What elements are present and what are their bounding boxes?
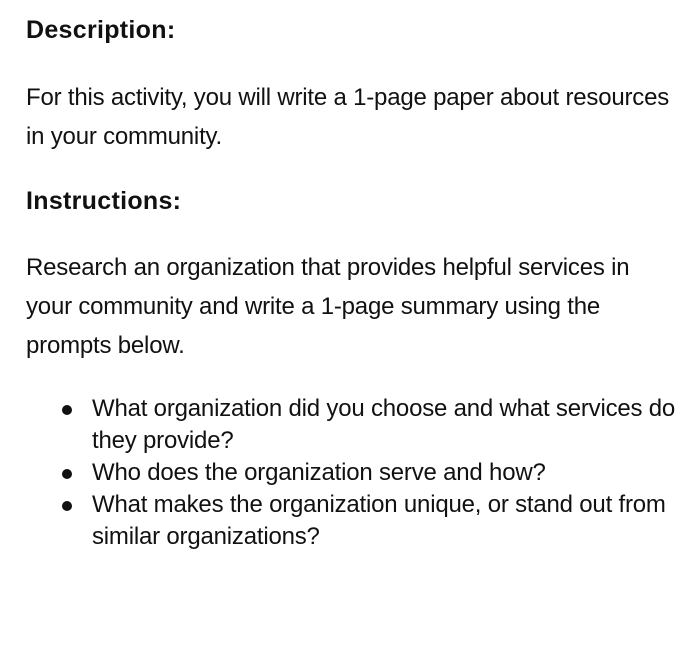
description-text: For this activity, you will write a 1-page paper about resources in your community.	[26, 84, 670, 150]
bullet-icon	[62, 405, 72, 415]
bullet-icon	[62, 469, 72, 479]
list-item	[60, 489, 680, 553]
list-item	[60, 457, 680, 489]
description-heading: Description:	[26, 16, 176, 44]
prompt-text: What makes the organization unique, or stand out from similar organizations?	[92, 491, 666, 550]
bullet-icon	[62, 501, 72, 511]
prompt-text: What organization did you choose and what services do they provide?	[92, 395, 676, 454]
prompt-text: Who does the organization serve and how?	[92, 459, 546, 486]
instructions-heading: Instructions:	[26, 187, 182, 215]
list-item	[60, 393, 680, 457]
instructions-text: Research an organization that provides helpful services in your community and write a 1-page summary using the prompts below.	[26, 254, 630, 359]
prompts-list	[60, 393, 680, 553]
